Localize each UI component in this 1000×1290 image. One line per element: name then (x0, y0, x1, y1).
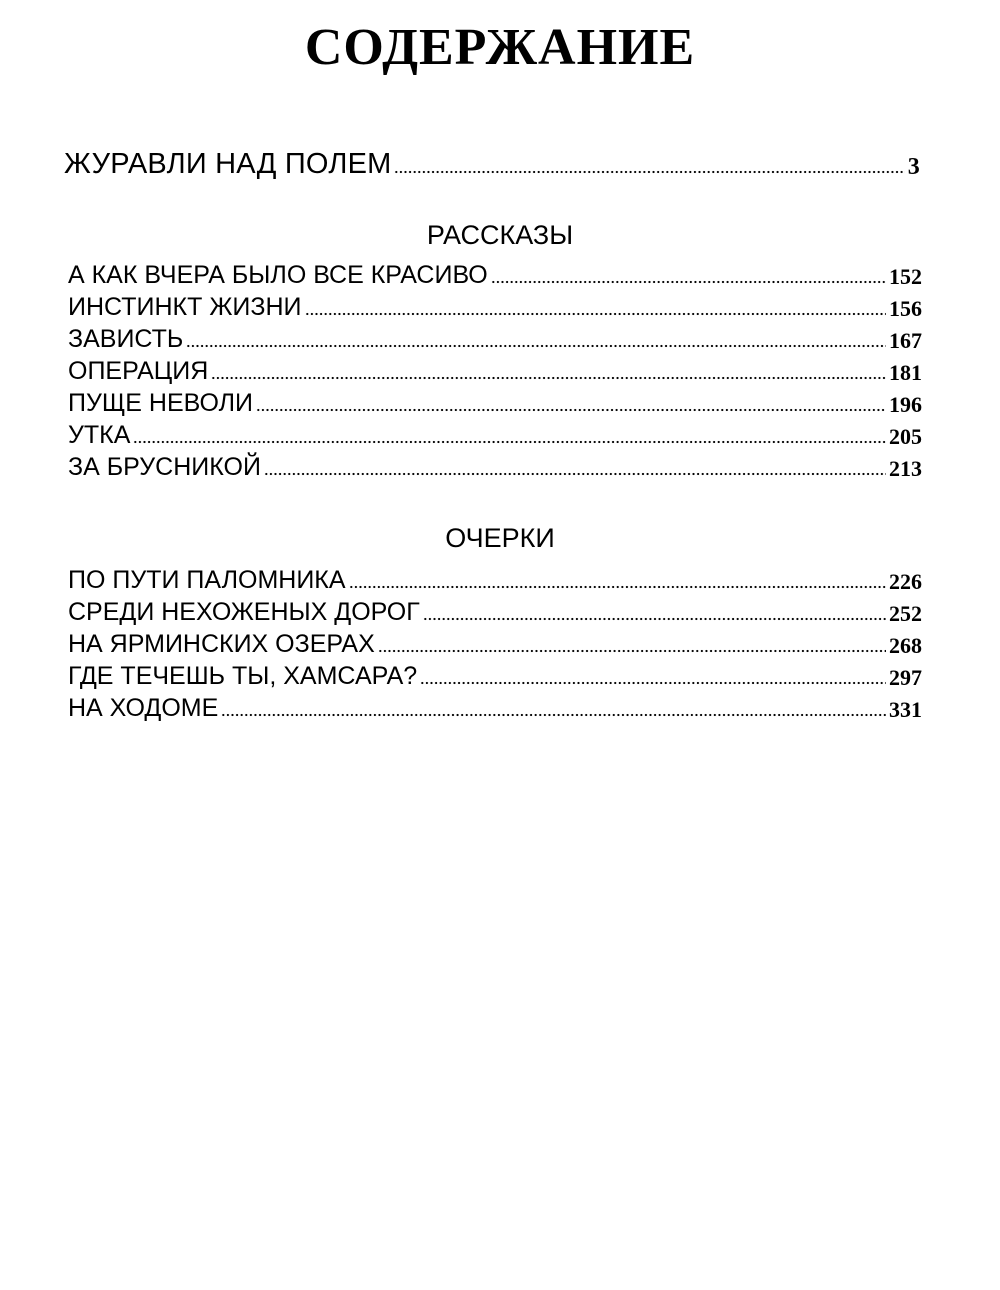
toc-entry-page: 156 (889, 296, 922, 321)
dot-leader (221, 713, 886, 717)
toc-entry (68, 292, 922, 322)
dot-leader (305, 312, 887, 316)
section-heading-stories: РАССКАЗЫ (426, 220, 574, 250)
dot-leader (378, 649, 886, 653)
toc-entry-label: ПО ПУТИ ПАЛОМНИКА (68, 566, 346, 594)
section-heading-essays: ОЧЕРКИ (445, 523, 555, 553)
toc-entry (68, 661, 922, 691)
toc-entry (68, 565, 922, 595)
dot-leader (256, 408, 886, 412)
toc-entry-page: 152 (889, 264, 922, 289)
toc-entry-label: ОПЕРАЦИЯ (68, 357, 209, 385)
toc-entry (68, 420, 922, 450)
toc-entry (68, 452, 922, 482)
toc-entry-label: НА ХОДОМЕ (68, 694, 219, 722)
dot-leader (186, 344, 886, 348)
toc-entry-page: 3 (907, 154, 920, 180)
dot-leader (349, 585, 886, 589)
toc-entry-label: ЗАВИСТЬ (68, 325, 184, 353)
toc-entry-label: ЗА БРУСНИКОЙ (68, 453, 261, 481)
toc-entry-label: ИНСТИНКТ ЖИЗНИ (68, 293, 302, 321)
dot-leader (423, 617, 886, 621)
toc-entry-main (64, 148, 920, 181)
toc-entry (68, 388, 922, 418)
toc-entry-label: НА ЯРМИНСКИХ ОЗЕРАХ (68, 630, 375, 658)
toc-entry-label: ПУЩЕ НЕВОЛИ (68, 389, 254, 417)
toc-entry (68, 597, 922, 627)
toc-entry-page: 196 (889, 392, 922, 417)
dot-leader (420, 681, 886, 685)
toc-entry-page: 181 (889, 360, 922, 385)
toc-entry-label: ЖУРАВЛИ НАД ПОЛЕМ (64, 148, 392, 180)
page-title: СОДЕРЖАНИЕ (304, 19, 696, 76)
toc-entry-label: А КАК ВЧЕРА БЫЛО ВСЕ КРАСИВО (68, 261, 488, 289)
toc-entry-page: 297 (889, 665, 922, 690)
toc-entry-label: УТКА (68, 421, 131, 449)
toc-entry (68, 693, 922, 723)
toc-entry (68, 260, 922, 290)
dot-leader (133, 440, 886, 444)
toc-entry-page: 226 (889, 569, 922, 594)
dot-leader (264, 472, 886, 476)
dot-leader (491, 280, 886, 284)
toc-entry-page: 268 (889, 633, 922, 658)
toc-entry-page: 213 (889, 456, 922, 481)
toc-entry-label: СРЕДИ НЕХОЖЕНЫХ ДОРОГ (68, 598, 420, 626)
toc-entry-page: 167 (889, 328, 922, 353)
dot-leader (211, 376, 886, 380)
toc-entry-label: ГДЕ ТЕЧЕШЬ ТЫ, ХАМСАРА? (68, 662, 418, 690)
toc-entry (68, 629, 922, 659)
toc-entry (68, 356, 922, 386)
toc-entry (68, 324, 922, 354)
toc-entry-page: 205 (889, 424, 922, 449)
dot-leader (394, 170, 904, 174)
toc-entry-page: 331 (889, 697, 922, 722)
toc-entry-page: 252 (889, 601, 922, 626)
